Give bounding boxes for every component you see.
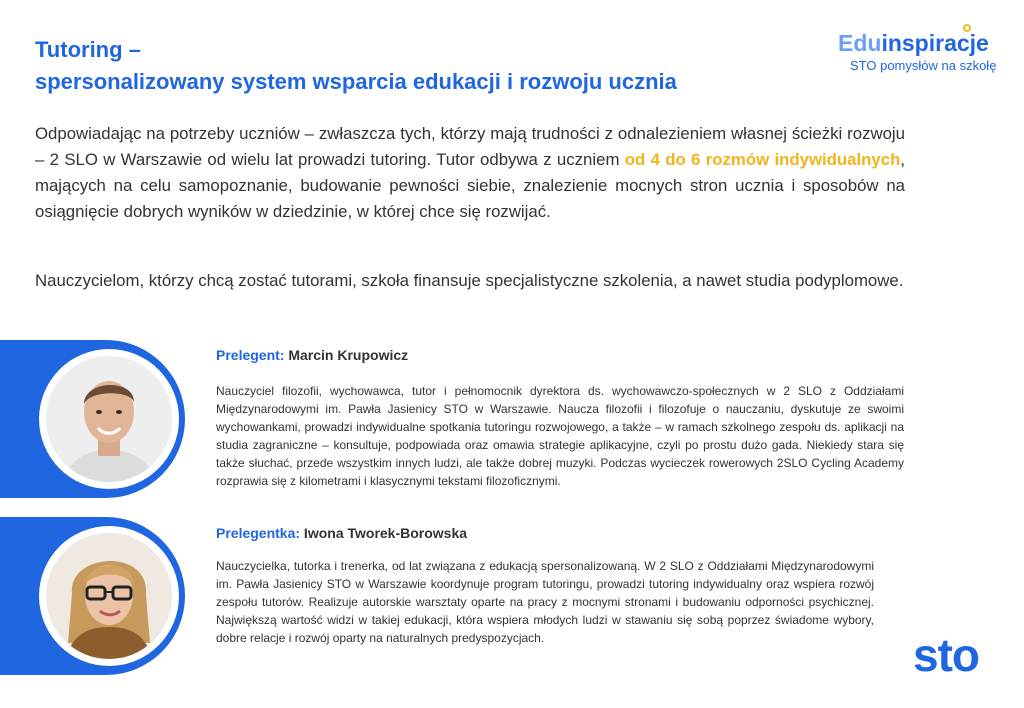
speaker-2-heading bbox=[216, 525, 467, 541]
speaker-1-name: Marcin Krupowicz bbox=[284, 347, 409, 363]
speaker-2-bio: Nauczycielka, tutorka i trenerka, od lat związana z edukacją spersonalizowaną. W 2 SLO z Oddziałami Międzynarodowymi im. Pawła Jasienicy STO w Warszawie koordynuje program tutoringu, prowadzi tutoring indywidualny oraz wspiera rozwój zespołu tutorów. Realizuje autorskie warsztaty oparte na pracy z mocnymi stronami i budowaniu odporności psychicznej. Największą wartość widzi w takiej edukacji, która wspiera młodych ludzi w stawaniu się sobą poprzez świadome wybory, dobre relacje i rozwój oparty na naturalnych predyspozycjach. bbox=[216, 559, 874, 645]
eduinspiracje-logo bbox=[838, 30, 998, 73]
page-title bbox=[35, 34, 677, 98]
title-line-1: Tutoring – bbox=[35, 37, 141, 62]
speaker-1-bio: Nauczyciel filozofii, wychowawca, tutor i pełnomocnik dyrektora ds. wychowawczo-społecznych w 2 SLO z Oddziałami Międzynarodowymi im. Pawła Jasienicy STO w Warszawie. Naucza filozofii i filozofuje o nauczaniu, dyskutuje ze swoimi wychowankami, prowadzi indywidualne spotkania tutoringu rozwojowego, a także – w ramach szkolnego zespołu ds. aplikacji na studia zagraniczne – konsultuje, podpowiada oraz omawia strategie aplikacyjne, czyli po prostu dużo gada. Niekiedy stara się także słuchać, przede wszystkim innych ludzi, ale także dobrej muzyki. Podczas wycieczek rowerowych 2SLO Cycling Academy rozprawia się z kilometrami i klasycznymi tekstami filozoficznymi. bbox=[216, 384, 904, 488]
speaker-1-role: Prelegent: bbox=[216, 347, 285, 363]
speaker-1-heading bbox=[216, 347, 408, 363]
speaker-2-name: Iwona Tworek-Borowska bbox=[300, 525, 468, 541]
sun-icon bbox=[963, 24, 971, 32]
logo-tagline: STO pomysłów na szkołę bbox=[850, 58, 997, 73]
speaker-1-photo bbox=[46, 356, 172, 482]
highlight-text: od 4 do 6 rozmów indywidualnych bbox=[624, 150, 901, 169]
speaker-2-photo bbox=[46, 533, 172, 659]
logo-edu-text: Edu bbox=[838, 30, 882, 56]
intro-paragraph-2: Nauczycielom, którzy chcą zostać tutorami, szkoła finansuje specjalistyczne szkolenia, a nawet studia podyplomowe. bbox=[35, 271, 904, 290]
intro-paragraph-1: Odpowiadając na potrzeby uczniów – zwłaszcza tych, którzy mają trudności z odnalezieniem własnej ścieżki rozwoju – 2 SLO w Warszawie od wielu lat prowadzi tutoring. Tutor odbywa z uczniem od 4 do 6 rozmów indywidualnych, mających na celu samopoznanie, budowanie pewności siebie, znalezienie mocnych stron ucznia i sposobów na osiągnięcie dobrych wyników w dziedzinie, w której chce się rozwijać. bbox=[35, 124, 905, 221]
sto-logo: sto bbox=[913, 629, 979, 681]
speaker-2-role: Prelegentka: bbox=[216, 525, 301, 541]
logo-inspiracje-text: inspiracje bbox=[881, 30, 989, 56]
title-line-2: spersonalizowany system wsparcia edukacji i rozwoju ucznia bbox=[35, 69, 677, 94]
